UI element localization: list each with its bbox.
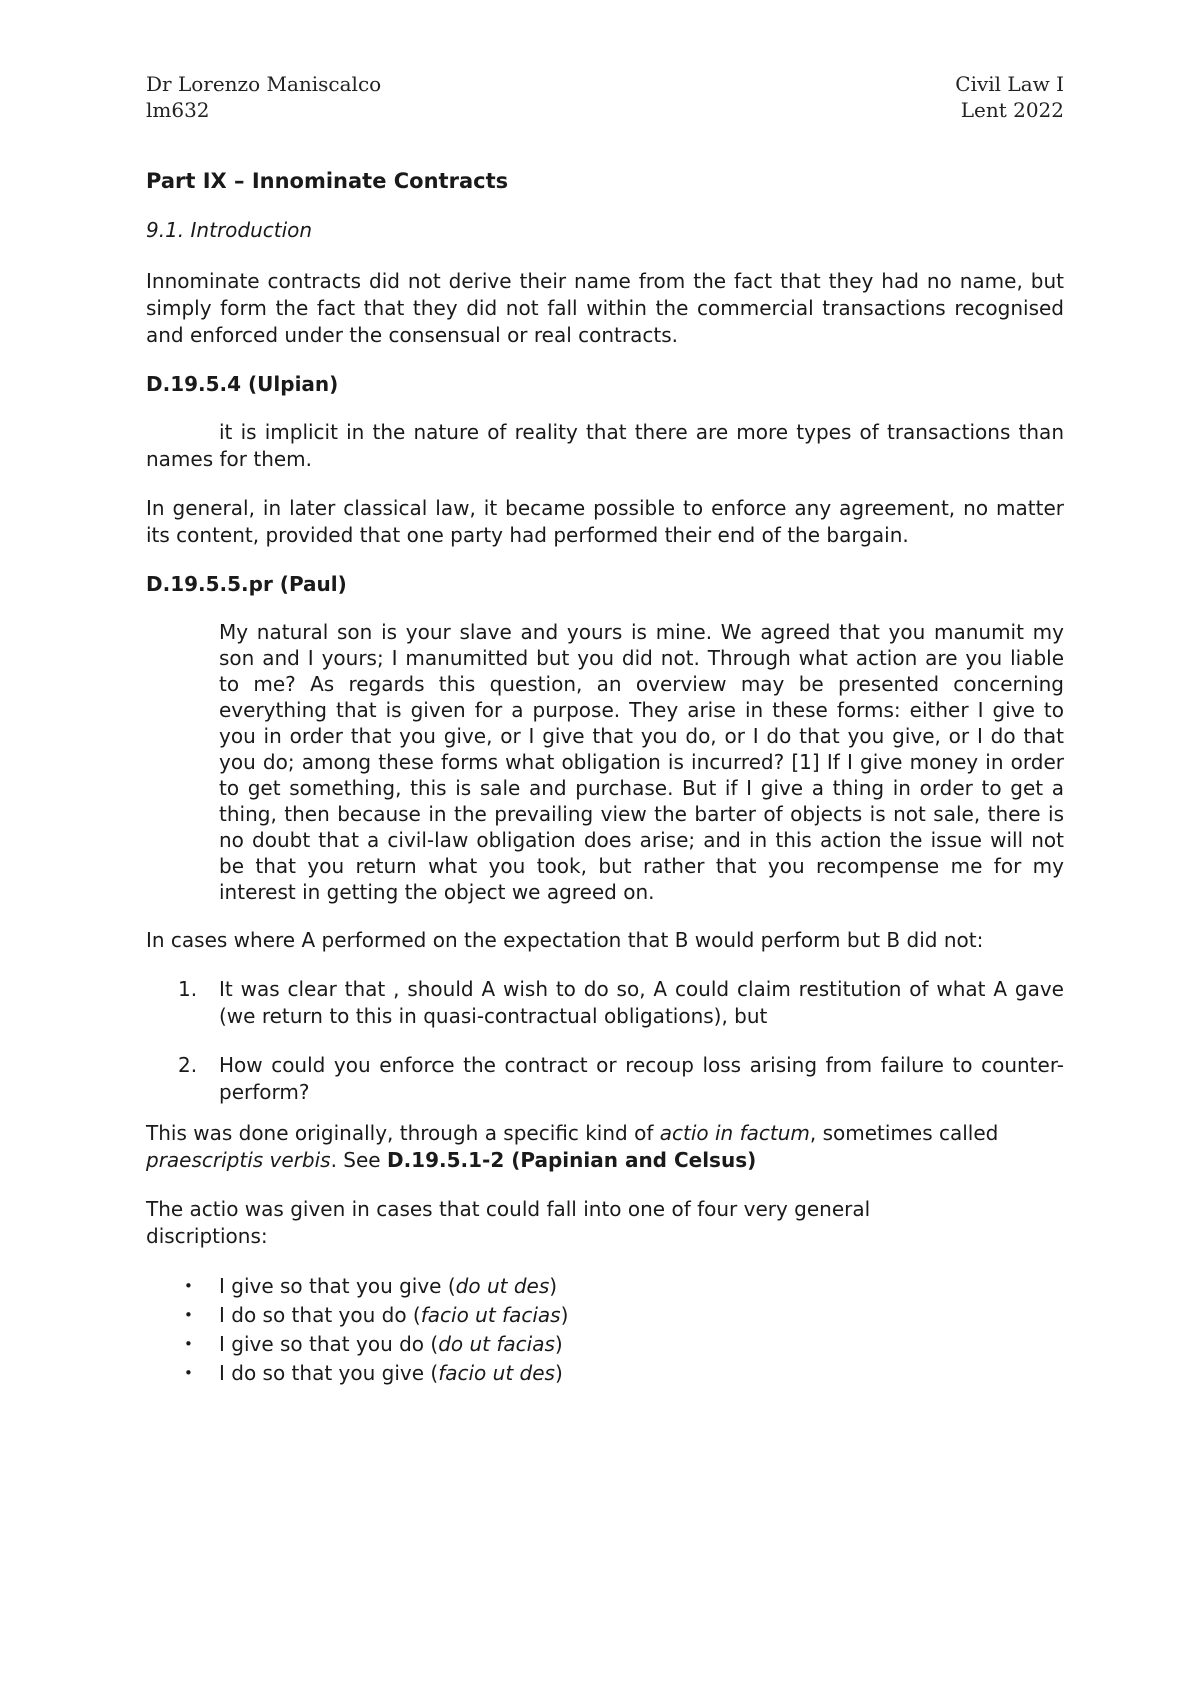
list-item-text: How could you enforce the contract or recoup loss arising from failure to counter-perform? <box>219 1053 1064 1104</box>
bullet-icon: • <box>184 1335 193 1353</box>
section-heading: 9.1. Introduction <box>146 218 313 242</box>
list-item <box>146 1272 1064 1301</box>
paragraph-cases: In cases where A performed on the expectation that B would perform but B did not: <box>146 928 984 952</box>
citation-papinian-celsus: D.19.5.1-2 (Papinian and Celsus) <box>386 1148 757 1172</box>
list-item <box>146 1301 1064 1330</box>
list-item <box>146 1052 1064 1106</box>
course-name: Civil Law I <box>955 72 1064 96</box>
text-span: . See <box>330 1148 387 1172</box>
document-body <box>146 168 1064 1388</box>
text-span: ) <box>549 1274 558 1298</box>
list-item-text: I do so that you do ( <box>219 1303 421 1327</box>
paragraph-actio-in-factum <box>146 1120 1046 1174</box>
citation-ulpian: D.19.5.4 (Ulpian) <box>146 372 339 396</box>
intro-paragraph: Innominate contracts did not derive their name from the fact that they had no name, but simply form the fact that they did not fall within the commercial transactions recognised and enforced under the consensual or real contracts. <box>146 269 1064 347</box>
page-title: Part IX – Innominate Contracts <box>146 169 509 193</box>
author-id: lm632 <box>146 98 210 122</box>
list-item <box>146 976 1064 1030</box>
latin-term: do ut facias <box>438 1332 555 1356</box>
text-span: ) <box>554 1361 563 1385</box>
latin-term: facio ut des <box>438 1361 555 1385</box>
latin-term: actio in factum <box>659 1121 810 1145</box>
text-span: This was done originally, through a specific kind of <box>146 1121 660 1145</box>
bullet-list <box>146 1272 1064 1388</box>
list-item <box>146 1330 1064 1359</box>
latin-term: facio ut facias <box>420 1303 561 1327</box>
text-span: ) <box>554 1332 563 1356</box>
list-item-text: I give so that you give ( <box>219 1274 456 1298</box>
bullet-icon: • <box>184 1364 193 1382</box>
list-number: 1. <box>178 977 198 1001</box>
latin-term: do ut des <box>455 1274 550 1298</box>
header-right <box>955 71 1064 123</box>
citation-paul: D.19.5.5.pr (Paul) <box>146 572 347 596</box>
paragraph-actio-descriptions: The actio was given in cases that could fall into one of four very general discriptions: <box>146 1197 871 1248</box>
bullet-icon: • <box>184 1277 193 1295</box>
list-item-text: I give so that you do ( <box>219 1332 439 1356</box>
list-number: 2. <box>178 1053 198 1077</box>
latin-term: praescriptis verbis <box>146 1148 331 1172</box>
numbered-list <box>146 976 1064 1106</box>
quote-paul: My natural son is your slave and yours is mine. We agreed that you manumit my son and I yours; I manumitted but you did not. Through what action are you liable to me? As regards this question, an overview may be presented concerning everything that is given for a purpose. They arise in these forms: either I give to you in order that you give, or I give that you do, or I do that you give, or I do that you do; among these forms what obligation is incurred? [1] If I give money in order to get something, this is sale and purchase. But if I give a thing in order to get a thing, then because in the prevailing view the barter of objects is not sale, there is no doubt that a civil-law obligation does arise; and in this action the issue will not be that you return what you took, but rather that you recompense me for my interest in getting the object we agreed on. <box>219 620 1064 904</box>
paragraph-classical-law: In general, in later classical law, it became possible to enforce any agreement, no matter its content, provided that one party had performed their end of the bargain. <box>146 496 1064 547</box>
text-span: , sometimes called <box>809 1121 999 1145</box>
text-span: ) <box>560 1303 569 1327</box>
header-left <box>146 71 381 123</box>
term-label: Lent 2022 <box>960 98 1064 122</box>
list-item-text: It was clear that , should A wish to do so, A could claim restitution of what A gave (we return to this in quasi-contractual obligations), but <box>219 977 1064 1028</box>
quote-ulpian: it is implicit in the nature of reality that there are more types of transactions than names for them. <box>146 420 1064 471</box>
list-item <box>146 1359 1064 1388</box>
author-name: Dr Lorenzo Maniscalco <box>146 72 382 96</box>
bullet-icon: • <box>184 1306 193 1324</box>
list-item-text: I do so that you give ( <box>219 1361 439 1385</box>
